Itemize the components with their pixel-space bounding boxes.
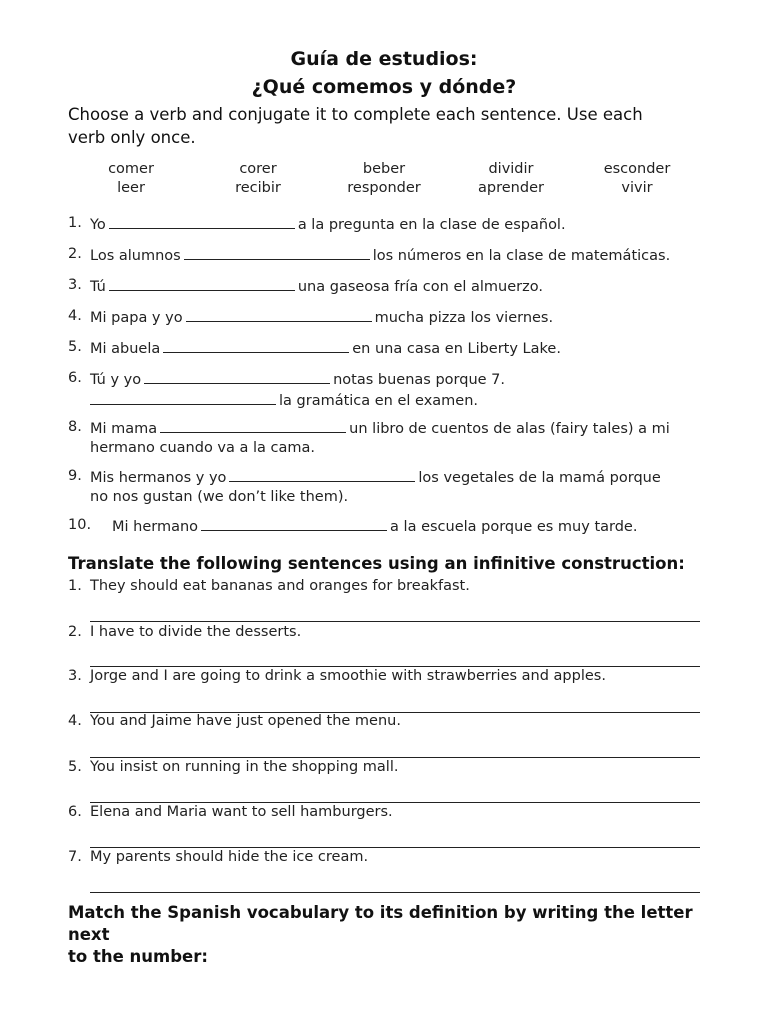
item-text: los vegetales de la mamá porque (418, 470, 661, 486)
item-text: mucha pizza los viernes. (374, 310, 554, 326)
item-text: no nos gustan (we don’t like them). (90, 489, 349, 505)
answer-line[interactable] (90, 621, 700, 622)
verb-option: corer (239, 161, 277, 177)
item-text: los números en la clase de matemáticas. (372, 248, 671, 264)
item-text: a la escuela porque es muy tarde. (390, 519, 638, 535)
section1-instructions (68, 103, 708, 149)
item-text: Mis hermanos y yo (90, 470, 227, 486)
answer-blank[interactable] (109, 214, 295, 229)
item-text: They should eat bananas and oranges for breakfast. (90, 578, 470, 594)
item-number: 2. (68, 624, 82, 640)
answer-blank[interactable] (229, 467, 415, 482)
item-text: Mi mama (90, 421, 158, 437)
heading-line: to the number: (68, 947, 208, 966)
item-text: Tú y yo (90, 372, 142, 388)
verb-bank-row (68, 180, 708, 198)
item-number: 3. (68, 277, 82, 293)
instruction-line: Choose a verb and conjugate it to complete each sentence. Use each (68, 105, 643, 124)
item-number: 7. (68, 849, 82, 865)
item-number: 10. (68, 517, 92, 533)
item-text: Elena and Maria want to sell hamburgers. (90, 804, 393, 820)
answer-line[interactable] (90, 892, 700, 893)
item-number: 6. (68, 370, 82, 386)
answer-blank[interactable] (109, 276, 295, 291)
item-number: 2. (68, 246, 82, 262)
item-text: hermano cuando va a la cama. (90, 440, 315, 456)
verb-bank-row (68, 161, 708, 179)
item-text: Mi hermano (112, 519, 199, 535)
page-title: Guía de estudios: (290, 48, 478, 70)
section3-heading (68, 902, 718, 968)
item-text: la gramática en el examen. (279, 393, 479, 409)
item-text: Los alumnos (90, 248, 181, 264)
verb-option: esconder (603, 161, 671, 177)
item-text: notas buenas porque 7. (333, 372, 505, 388)
answer-blank[interactable] (201, 516, 387, 531)
fill-in-item (68, 418, 708, 458)
answer-blank[interactable] (144, 369, 330, 384)
instruction-line: verb only once. (68, 128, 196, 147)
verb-option: responder (347, 180, 421, 196)
item-text: My parents should hide the ice cream. (90, 849, 369, 865)
item-text: Tú (90, 279, 106, 295)
item-text: una gaseosa fría con el almuerzo. (297, 279, 543, 295)
item-text: Yo (90, 217, 106, 233)
item-text: Mi papa y yo (90, 310, 183, 326)
verb-option: leer (117, 180, 145, 196)
heading-line: Match the Spanish vocabulary to its definition by writing the letter next (68, 903, 693, 944)
verb-option: recibir (235, 180, 281, 196)
verb-option: beber (362, 161, 406, 177)
fill-in-item (68, 467, 708, 507)
item-number: 9. (68, 468, 82, 484)
item-number: 3. (68, 668, 82, 684)
item-text: Mi abuela (90, 341, 161, 357)
answer-blank[interactable] (160, 418, 346, 433)
item-number: 5. (68, 339, 82, 355)
page-subtitle: ¿Qué comemos y dónde? (251, 76, 517, 98)
item-number: 4. (68, 308, 82, 324)
item-text: Jorge and I are going to drink a smoothie with strawberries and apples. (90, 668, 606, 684)
verb-option: aprender (478, 180, 544, 196)
verb-option: comer (108, 161, 154, 177)
verb-option: dividir (488, 161, 534, 177)
item-number: 1. (68, 578, 82, 594)
item-number: 5. (68, 759, 82, 775)
item-text: You and Jaime have just opened the menu. (90, 713, 401, 729)
answer-blank[interactable] (90, 390, 276, 405)
verb-option: vivir (621, 180, 653, 196)
item-number: 8. (68, 419, 82, 435)
item-text: You insist on running in the shopping mall. (90, 759, 399, 775)
answer-blank[interactable] (186, 307, 372, 322)
item-number: 1. (68, 215, 82, 231)
item-number: 4. (68, 713, 82, 729)
item-text: a la pregunta en la clase de español. (297, 217, 566, 233)
answer-blank[interactable] (184, 245, 370, 260)
fill-in-item (68, 369, 708, 409)
item-number: 6. (68, 804, 82, 820)
item-text: I have to divide the desserts. (90, 624, 302, 640)
item-text: un libro de cuentos de alas (fairy tales) a mi (349, 421, 670, 437)
answer-blank[interactable] (163, 338, 349, 353)
section2-heading: Translate the following sentences using an infinitive construction: (68, 554, 685, 573)
item-text: en una casa en Liberty Lake. (352, 341, 561, 357)
